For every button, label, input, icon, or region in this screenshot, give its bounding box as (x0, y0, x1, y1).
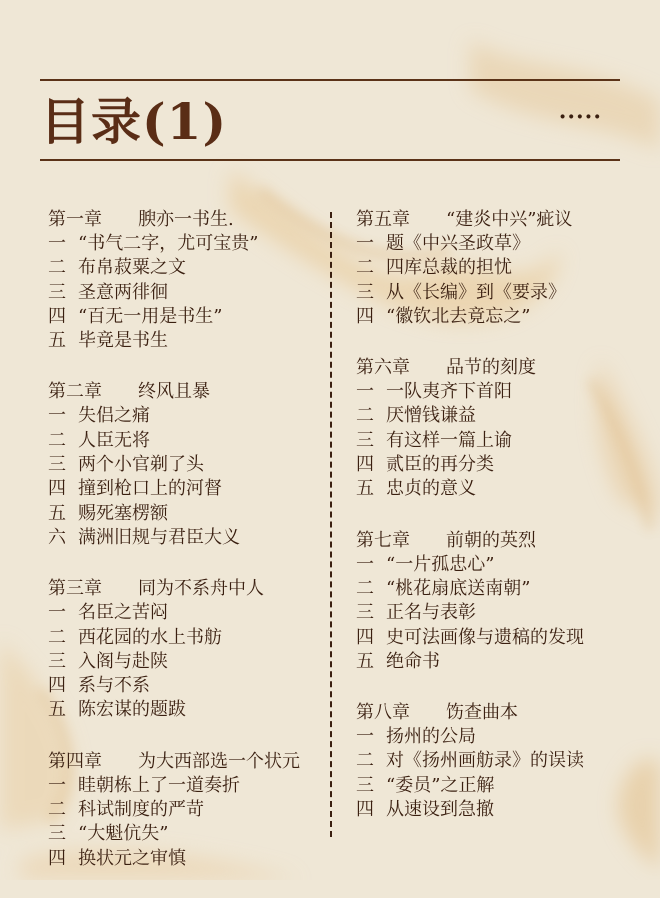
section-number: 一 (48, 774, 66, 796)
chapter-8 (356, 701, 656, 822)
section-number: 四 (48, 305, 66, 327)
section-number: 四 (356, 626, 374, 648)
section-entry (356, 453, 656, 477)
section-title: 对《扬州画舫录》的误读 (386, 750, 584, 772)
section-entry (356, 601, 656, 625)
chapter-3 (48, 577, 326, 722)
section-entry (48, 674, 326, 698)
section-title: 厌憎钱谦益 (386, 405, 476, 427)
section-number: 三 (356, 602, 374, 624)
section-entry (48, 774, 326, 798)
chapter-number: 第二章 (48, 381, 102, 403)
chapter-heading (356, 356, 656, 380)
section-title: 陈宏谋的题跋 (78, 699, 186, 721)
chapter-heading (48, 577, 326, 601)
section-title: 赐死塞楞额 (78, 502, 168, 524)
section-title: 贰臣的再分类 (386, 454, 494, 476)
section-title: 绝命书 (386, 650, 440, 672)
section-number: 四 (48, 478, 66, 500)
section-title: 两个小官剃了头 (78, 454, 204, 476)
chapter-5 (356, 208, 656, 329)
section-entry (356, 774, 656, 798)
section-number: 三 (356, 774, 374, 796)
section-entry (356, 256, 656, 280)
section-title: 有这样一篇上谕 (386, 429, 512, 451)
section-title: 圣意两徘徊 (78, 281, 168, 303)
section-title: 人臣无将 (78, 429, 150, 451)
section-entry (48, 329, 326, 353)
section-number: 三 (48, 650, 66, 672)
chapter-7 (356, 529, 656, 674)
header-bottom-rule (40, 159, 620, 161)
section-entry (356, 650, 656, 674)
section-entry (48, 847, 326, 871)
section-number: 五 (48, 699, 66, 721)
section-title: 毕竟是书生 (78, 330, 168, 352)
section-number: 三 (48, 454, 66, 476)
section-entry (356, 429, 656, 453)
section-entry (48, 798, 326, 822)
section-title: 失侣之痛 (78, 405, 150, 427)
section-entry (48, 698, 326, 722)
section-number: 二 (356, 257, 374, 279)
section-number: 五 (48, 502, 66, 524)
section-title: “书气二字，尤可宝贵” (78, 233, 259, 254)
section-number: 一 (356, 381, 374, 403)
section-title: 正名与表彰 (386, 602, 476, 624)
section-entry (48, 650, 326, 674)
chapter-heading (48, 380, 326, 404)
section-title: 扬州的公局 (386, 726, 476, 748)
section-title: “一片孤忠心” (386, 553, 495, 575)
section-title: 史可法画像与遗稿的发现 (386, 626, 584, 648)
section-title: 忠贞的意义 (386, 478, 476, 500)
section-title: 换状元之审慎 (78, 847, 186, 869)
section-entry (356, 380, 656, 404)
chapter-1 (48, 208, 326, 353)
section-number: 三 (356, 429, 374, 451)
section-entry (48, 477, 326, 501)
section-entry (356, 749, 656, 773)
section-title: “桃花扇底送南朝” (386, 577, 531, 599)
section-entry (356, 305, 656, 329)
chapter-title: 为大西部选一个状元 (138, 750, 300, 772)
section-number: 三 (356, 281, 374, 303)
section-title: 满洲旧规与君臣大义 (78, 526, 240, 548)
chapter-title: “建炎中兴”疵议 (446, 209, 573, 230)
chapter-title: 前朝的英烈 (446, 529, 536, 551)
section-number: 二 (48, 626, 66, 648)
chapter-title: 饬查曲本 (446, 702, 518, 724)
section-title: 从《长编》到《要录》 (386, 281, 566, 303)
chapter-heading (356, 208, 656, 232)
section-number: 一 (48, 602, 66, 624)
section-number: 四 (356, 454, 374, 476)
chapter-number: 第五章 (356, 209, 410, 230)
section-entry (48, 256, 326, 280)
chapter-number: 第六章 (356, 357, 410, 379)
chapter-number: 第八章 (356, 702, 410, 724)
chapter-4 (48, 750, 326, 871)
section-entry (48, 281, 326, 305)
section-entry (48, 502, 326, 526)
section-number: 四 (48, 675, 66, 697)
chapter-heading (48, 750, 326, 774)
section-number: 一 (48, 405, 66, 427)
section-title: 西花园的水上书舫 (78, 626, 222, 648)
section-entry (48, 429, 326, 453)
chapter-title: 腴亦一书生. (138, 209, 234, 230)
section-entry (356, 281, 656, 305)
header-top-rule (40, 79, 620, 81)
section-entry (356, 404, 656, 428)
section-title: 眭朝栋上了一道奏折 (78, 774, 240, 796)
section-number: 四 (48, 847, 66, 869)
section-title: 系与不系 (78, 675, 150, 697)
section-number: 一 (48, 233, 66, 254)
chapter-heading (356, 701, 656, 725)
section-entry (48, 626, 326, 650)
chapter-title: 品节的刻度 (446, 357, 536, 379)
section-number: 五 (356, 478, 374, 500)
section-title: 从速设到急撤 (386, 799, 494, 821)
section-number: 四 (356, 305, 374, 327)
chapter-title: 终风且暴 (138, 381, 210, 403)
section-number: 三 (48, 823, 66, 845)
chapter-heading (356, 529, 656, 553)
section-entry (48, 822, 326, 846)
section-title: “委员”之正解 (386, 774, 495, 796)
section-title: “徽钦北去竟忘之” (386, 305, 531, 327)
chapter-2 (48, 380, 326, 550)
column-divider (330, 212, 332, 837)
section-entry (356, 725, 656, 749)
page-title: 目录(1) (40, 92, 228, 151)
section-number: 二 (48, 429, 66, 451)
section-title: 一队夷齐下首阳 (386, 381, 512, 403)
section-entry (48, 453, 326, 477)
left-column (48, 208, 326, 898)
section-title: 布帛菽粟之文 (78, 257, 186, 279)
section-number: 三 (48, 281, 66, 303)
section-entry (356, 798, 656, 822)
section-title: 科试制度的严苛 (78, 799, 204, 821)
section-number: 四 (356, 799, 374, 821)
section-title: 题《中兴圣政草》 (386, 233, 530, 254)
section-number: 二 (356, 750, 374, 772)
section-number: 一 (356, 233, 374, 254)
section-number: 六 (48, 526, 66, 548)
chapter-title: 同为不系舟中人 (138, 578, 264, 600)
chapter-heading (48, 208, 326, 232)
section-title: 四库总裁的担忧 (386, 257, 512, 279)
section-number: 二 (356, 577, 374, 599)
section-title: “百无一用是书生” (78, 305, 223, 327)
section-number: 二 (356, 405, 374, 427)
section-number: 二 (48, 257, 66, 279)
section-number: 五 (48, 330, 66, 352)
section-title: “大魁伉失” (78, 823, 169, 845)
section-number: 一 (356, 553, 374, 575)
section-number: 二 (48, 799, 66, 821)
chapter-number: 第一章 (48, 209, 102, 230)
section-entry (356, 626, 656, 650)
right-column (356, 208, 656, 849)
decorative-dots: ····· (558, 104, 602, 130)
section-entry (48, 232, 326, 256)
chapter-number: 第七章 (356, 529, 410, 551)
section-title: 名臣之苦闷 (78, 602, 168, 624)
section-title: 撞到枪口上的河督 (78, 478, 222, 500)
section-entry (356, 232, 656, 256)
section-number: 五 (356, 650, 374, 672)
chapter-6 (356, 356, 656, 501)
section-entry (48, 305, 326, 329)
chapter-number: 第三章 (48, 578, 102, 600)
section-entry (356, 553, 656, 577)
section-entry (48, 601, 326, 625)
section-entry (48, 404, 326, 428)
chapter-number: 第四章 (48, 750, 102, 772)
section-title: 入阁与赴陕 (78, 650, 168, 672)
section-entry (356, 577, 656, 601)
section-entry (48, 526, 326, 550)
section-number: 一 (356, 726, 374, 748)
section-entry (356, 477, 656, 501)
